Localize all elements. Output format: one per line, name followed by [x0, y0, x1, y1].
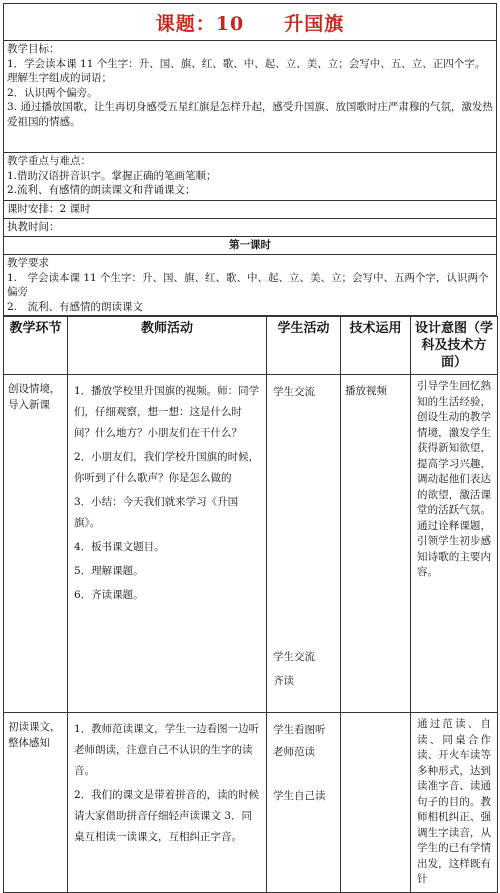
goal-item: 3. 通过播放国歌，让生再切身感受五星红旗是怎样升起，感受升国旗、放国歌时庄严肃穆的气氛，激发热爱祖国的情感。 — [7, 101, 493, 128]
tech-text: 播放视频 — [345, 385, 387, 397]
exec-time-row — [3, 219, 497, 237]
student-activity: 学生交流 — [273, 386, 315, 398]
table-row — [4, 375, 498, 713]
focus-item: 2.流利、有感情的朗读课文和背诵课文； — [7, 184, 196, 196]
header-intent: 设计意图（学科及技术方面） — [411, 317, 498, 375]
teaching-goals — [3, 41, 497, 153]
intent-text: 引导学生回忆熟知的生活经验，创设生动的教学情境，激发学生获得新知欲望，提高学习兴趣，调动起他们表达的欲望，激活课堂的活跃气氛。通过诠释课题，引领学生初步感知诗歌的主要内容。 — [417, 380, 491, 578]
focus-item: 1.借助汉语拼音识字。掌握正确的笔画笔顺； — [7, 169, 217, 182]
student-activity: 学生看图听 — [273, 724, 326, 736]
stage-cell — [4, 375, 68, 713]
intent-cell — [411, 713, 498, 893]
teaching-requirements — [3, 255, 497, 316]
student-cell — [267, 713, 341, 893]
student-activity: 学生自己读 — [273, 790, 326, 802]
tech-cell — [341, 375, 411, 713]
teacher-step: 5．理解课题。 — [74, 565, 144, 577]
teacher-cell — [68, 713, 267, 893]
header-teacher: 教师活动 — [68, 317, 267, 375]
key-points — [3, 153, 497, 201]
goals-label: 教学目标： — [7, 43, 60, 55]
requirement-item: 2. 流利、有感情的朗读课文 — [7, 300, 144, 313]
teacher-step: 4．板书课文题目。 — [74, 541, 165, 553]
lesson-period-row — [3, 237, 497, 255]
header-tech: 技术运用 — [341, 317, 411, 375]
goal-item: 1．学会读本课 11 个生字：升、国、旗、红、歌、中、起、立、美、立；会写中、五、立、正四个字。理解生字组成的词语； — [7, 57, 486, 84]
header-stage: 教学环节 — [4, 317, 68, 375]
teacher-step: 1．播放学校里升国旗的视频。师：同学们，仔细观察，想一想：这是什么时间？什么地方？小朋友们在干什么？ — [74, 385, 260, 439]
title-row — [3, 3, 497, 41]
exec-time-text: 执教时间： — [7, 221, 60, 233]
student-activity: 齐读 — [273, 675, 294, 687]
lesson-period-title: 第一课时 — [229, 239, 271, 251]
goal-item: 2．认识两个偏旁。 — [7, 86, 98, 99]
stage-cell — [4, 713, 68, 893]
student-activity: 学生交流 — [273, 651, 315, 663]
stage-text: 创设情境，导入新课 — [8, 383, 61, 411]
tech-text — [341, 713, 410, 725]
teacher-cell — [68, 375, 267, 713]
teacher-step: 6．齐读课题。 — [74, 589, 144, 601]
tech-cell — [341, 713, 411, 893]
activity-table — [3, 316, 498, 893]
requirement-item: 1. 学会读本课 11 个生字：升、国、旗、红、歌、中、起、立、美、立；会写中、五两个字，认识两个偏旁 — [7, 271, 489, 298]
teacher-step: 2．小朋友们，我们学校升国旗的时候，你听到了什么歌声？你是怎么做的 — [74, 451, 260, 484]
table-header-row — [4, 317, 498, 375]
stage-text: 初读课文，整体感知 — [8, 721, 61, 749]
schedule-text: 课时安排：2 课时 — [7, 203, 91, 215]
table-row — [4, 713, 498, 893]
header-student: 学生活动 — [267, 317, 341, 375]
schedule-row — [3, 201, 497, 219]
focus-label: 教学重点与难点： — [7, 155, 91, 167]
teacher-step: 2．我们的课文是带着拼音的，读的时候请大家借助拼音仔细轻声读课文 3．同桌互相读一读课文，互相纠正字音。 — [74, 789, 260, 843]
intent-cell — [411, 375, 498, 713]
intent-text: 通过范读、自读、同桌合作读、开火车读等多种形式，达到读准字音、读通句子的目的。教师相机纠正、强调生字读音，从学生的已有学情出发，这样既有针 — [417, 718, 491, 885]
lesson-title: 课题：10 升国旗 — [155, 12, 345, 35]
student-activity: 老师范读 — [273, 746, 315, 758]
student-cell — [267, 375, 341, 713]
teacher-step: 3．小结：今天我们就来学习《升国旗》。 — [74, 496, 239, 529]
teacher-step: 1．教师范读课文，学生一边看图一边听老师朗读，注意自己不认识的生字的读音。 — [74, 723, 260, 777]
requirements-label: 教学要求 — [7, 257, 49, 269]
